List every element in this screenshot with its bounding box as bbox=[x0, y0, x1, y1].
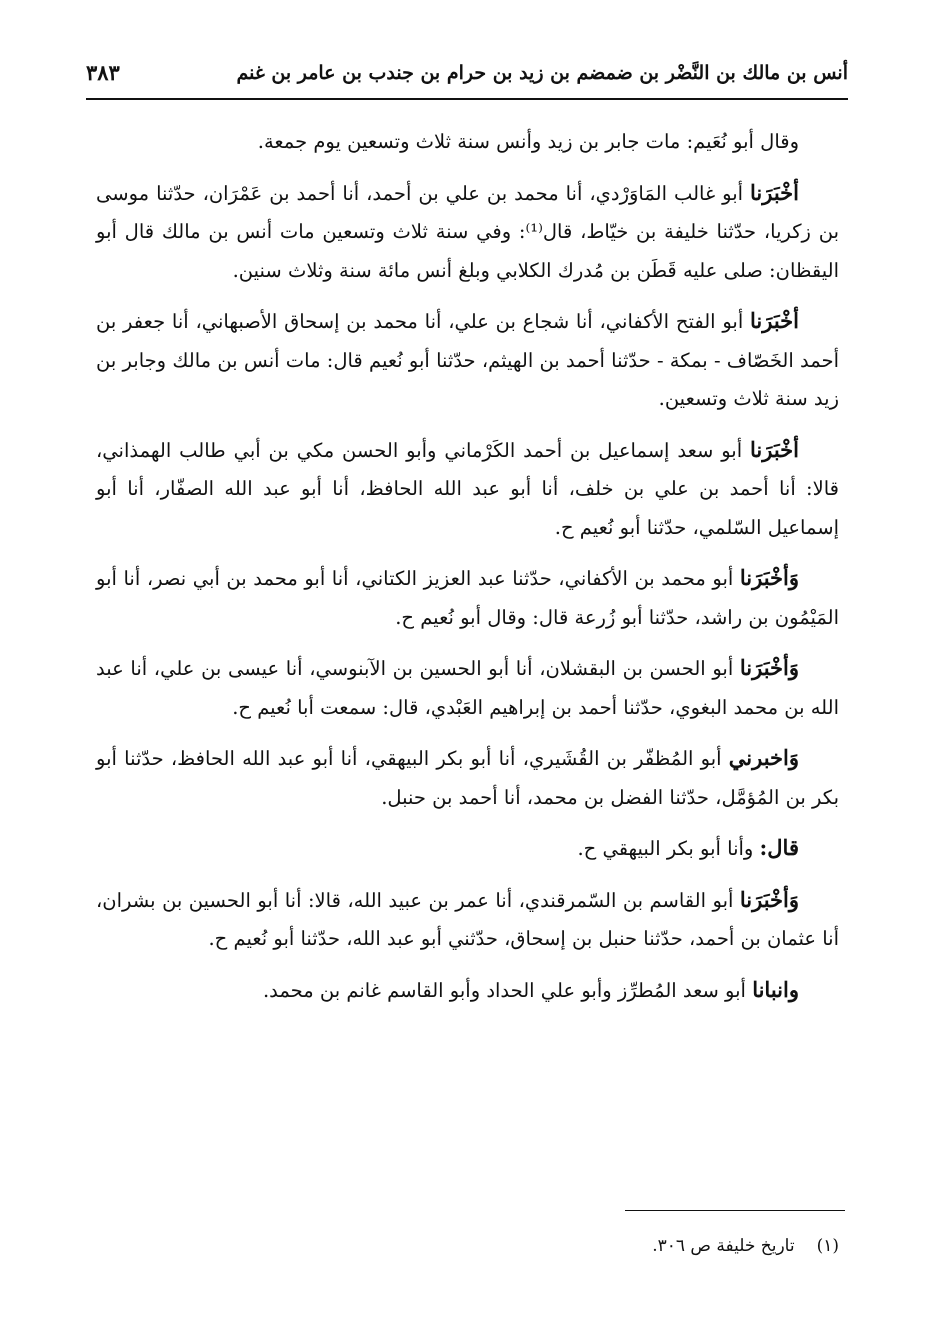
paragraph bbox=[96, 881, 839, 959]
paragraph bbox=[96, 559, 839, 637]
paragraph-lead: أخْبَرَنا bbox=[750, 179, 799, 205]
paragraph-lead: أخْبَرَنا bbox=[750, 436, 799, 462]
paragraph-lead: وَأخْبَرَنا bbox=[739, 565, 799, 590]
paragraph-lead: وَاخبرني bbox=[728, 745, 799, 770]
paragraph bbox=[96, 971, 839, 1011]
footnote-divider bbox=[625, 1210, 845, 1211]
paragraph-text: وقال أبو نُعَيم: مات جابر بن زيد وأنس سنة ثلاث وتسعين يوم جمعة. bbox=[257, 130, 799, 153]
paragraph-lead: وانبانا bbox=[752, 976, 799, 1002]
paragraph bbox=[96, 649, 839, 727]
paragraph-text: أبو المُظفّر بن القُشَيري، أنا أبو بكر البيهقي، أنا أبو عبد الله الحافظ، حدّثنا أبو بكر بن المُؤمَّل، حدّثنا الفضل بن محمد، أنا أحمد بن حنبل. bbox=[96, 747, 839, 809]
paragraph bbox=[96, 302, 839, 419]
paragraph bbox=[96, 739, 839, 817]
paragraph bbox=[96, 174, 839, 291]
running-header bbox=[86, 58, 848, 100]
paragraph-text: أبو غالب المَاوَرْدي، أنا محمد بن علي بن أحمد، أنا أحمد بن عَمْرَان، حدّثنا موسى بن زكريا، حدّثنا خليفة بن خيّاط، قال⁽¹⁾: وفي سنة ثلاث وتسعين مات أنس بن مالك قال أبو اليقظان: صلى عليه قَطَن بن مُدرك الكلابي وبلغ أنس مائة سنة وثلاث سنين. bbox=[96, 181, 840, 282]
paragraph-text: أبو سعد إسماعيل بن أحمد الكَرْماني وأبو الحسن مكي بن أبي طالب الهمذاني، قالا: أنا أحمد بن علي بن خلف، أنا أبو عبد الله الحافظ، أنا أبو عبد الله الصفّار، أنا أبو إسماعيل السّلمي، حدّثنا أبو نُعيم ح. bbox=[96, 438, 839, 539]
paragraph-text: أبو الحسن بن البقشلان، أنا أبو الحسين بن الآبنوسي، أنا عيسى بن علي، أنا عبد الله بن محمد البغوي، حدّثنا أحمد بن إبراهيم العَبْدي، قال: سمعت أبا نُعيم ح. bbox=[96, 657, 839, 719]
paragraph-text: أبو محمد بن الأكفاني، حدّثنا عبد العزيز الكتاني، أنا أبو محمد بن أبي نصر، أنا أبو المَيْمُون بن راشد، حدّثنا أبو زُرعة قال: وقال أبو نُعيم ح. bbox=[96, 567, 839, 629]
paragraph-lead: قال: bbox=[759, 835, 799, 860]
main-text bbox=[96, 122, 839, 1022]
paragraph-text: وأنا أبو بكر البيهقي ح. bbox=[577, 837, 760, 860]
paragraph-lead: أخْبَرَنا bbox=[750, 308, 799, 333]
paragraph-text: أبو سعد المُطرِّز وأبو علي الحداد وأبو القاسم غانم بن محمد. bbox=[262, 978, 753, 1002]
paragraph bbox=[96, 431, 839, 548]
paragraph bbox=[96, 122, 839, 162]
paragraph-text: أبو الفتح الأكفاني، أنا شجاع بن علي، أنا محمد بن إسحاق الأصبهاني، أنا جعفر بن أحمد الخَصّاف - بمكة - حدّثنا أحمد بن الهيثم، حدّثنا أبو نُعيم قال: مات أنس بن مالك وجابر بن زيد سنة ثلاث وتسعين. bbox=[96, 310, 839, 410]
footnote bbox=[99, 1232, 839, 1260]
paragraph-text: أبو القاسم بن السّمرقندي، أنا عمر بن عبيد الله، قالا: أنا أبو الحسين بن بشران، أنا عثمان بن أحمد، حدّثنا حنبل بن إسحاق، حدّثني أبو عبد الله، حدّثنا أبو نُعيم ح. bbox=[96, 888, 839, 950]
footnote-text: تاريخ خليفة ص ٣٠٦. bbox=[652, 1236, 795, 1256]
paragraph bbox=[96, 829, 839, 869]
running-title: أنس بن مالك بن النَّضْر بن ضمضم بن زيد بن حرام بن جندب بن عامر بن غنم bbox=[236, 62, 848, 84]
page-number: ٣٨٣ bbox=[86, 60, 120, 85]
paragraph-lead: وَأخْبَرَنا bbox=[739, 655, 799, 680]
footnote-number: (١) bbox=[816, 1236, 839, 1256]
paragraph-lead: وَأخْبَرَنا bbox=[739, 886, 799, 912]
